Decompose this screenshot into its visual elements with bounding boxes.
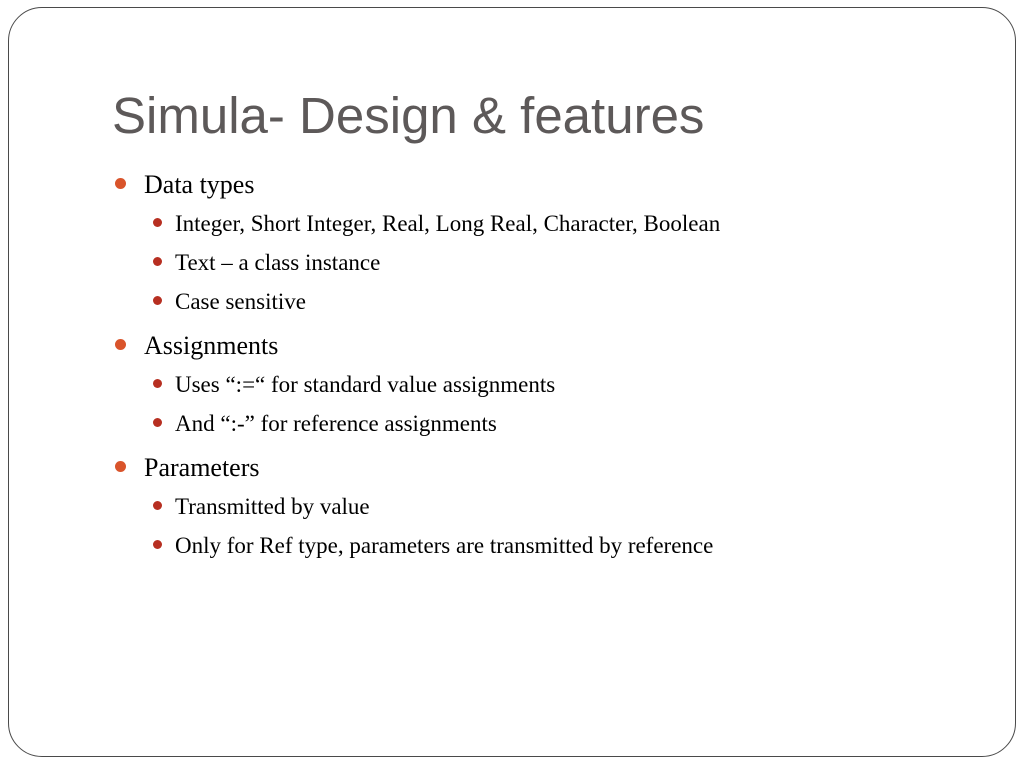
bullet-level1 — [112, 449, 972, 487]
slide-title: Simula- Design & features — [112, 87, 705, 144]
bullet-dot-icon — [153, 501, 162, 510]
bullet-level1 — [112, 166, 972, 204]
bullet-dot-icon — [153, 296, 162, 305]
bullet-list — [112, 166, 972, 571]
bullet-dot-icon — [115, 461, 126, 472]
bullet-dot-icon — [153, 418, 162, 427]
bullet-level2 — [112, 365, 972, 404]
bullet-text: Transmitted by value — [175, 494, 370, 519]
bullet-text: Uses “:=“ for standard value assignments — [175, 372, 556, 397]
bullet-group-parameters — [112, 449, 972, 565]
bullet-dot-icon — [153, 257, 162, 266]
bullet-dot-icon — [153, 379, 162, 388]
bullet-text: And “:-” for reference assignments — [175, 411, 497, 436]
bullet-level2 — [112, 404, 972, 443]
bullet-heading: Assignments — [144, 331, 279, 360]
bullet-group-data-types — [112, 166, 972, 321]
bullet-dot-icon — [115, 339, 126, 350]
bullet-heading: Parameters — [144, 453, 260, 482]
bullet-text: Case sensitive — [175, 289, 306, 314]
bullet-level2 — [112, 487, 972, 526]
bullet-level1 — [112, 327, 972, 365]
bullet-heading: Data types — [144, 170, 255, 199]
bullet-group-assignments — [112, 327, 972, 443]
bullet-level2 — [112, 204, 972, 243]
bullet-level2 — [112, 243, 972, 282]
bullet-text: Text – a class instance — [175, 250, 381, 275]
bullet-text: Integer, Short Integer, Real, Long Real, Character, Boolean — [175, 211, 721, 236]
bullet-text: Only for Ref type, parameters are transmitted by reference — [175, 533, 714, 558]
bullet-dot-icon — [153, 218, 162, 227]
bullet-dot-icon — [153, 540, 162, 549]
bullet-dot-icon — [115, 178, 126, 189]
bullet-level2 — [112, 282, 972, 321]
bullet-level2 — [112, 526, 972, 565]
